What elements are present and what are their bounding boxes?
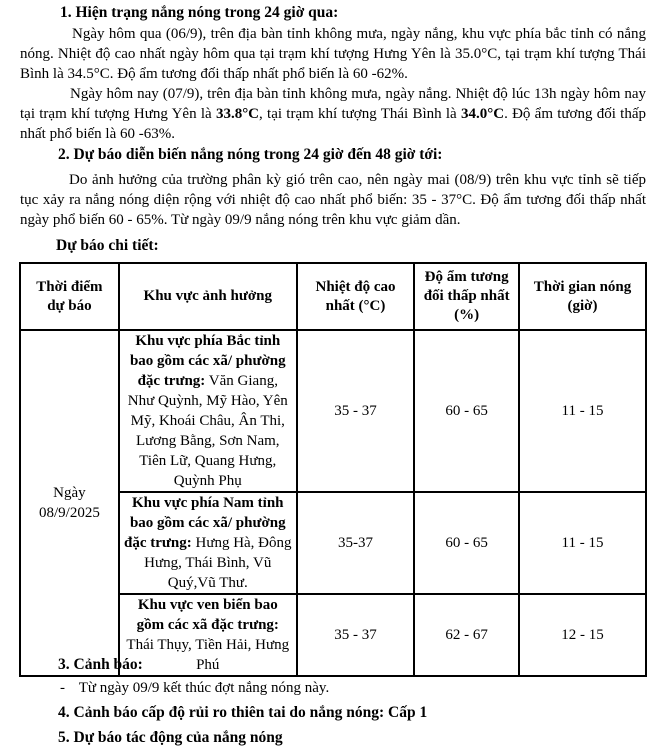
temp-cell: 35 - 37	[297, 330, 415, 492]
header-time: Thời điểm dự báo	[20, 263, 119, 330]
detail-heading: Dự báo chi tiết:	[56, 237, 159, 254]
hung-yen-temp: 33.8°C	[215, 106, 260, 122]
humidity-cell: 60 - 65	[414, 330, 519, 492]
area-list: Hưng Hà, Đông Hưng, Thái Bình, Vũ Quý,Vũ Thư.	[144, 535, 292, 591]
section1-heading: 1. Hiện trạng nắng nóng trong 24 giờ qua:	[60, 4, 339, 21]
area-title: Khu vực phía Nam tỉnh bao gồm các xã/ phường đặc trưng:	[123, 495, 286, 551]
section3-heading: 3. Cảnh báo:	[58, 656, 143, 673]
header-humidity: Độ ẩm tương đối thấp nhất (%)	[414, 263, 519, 330]
section2-heading: 2. Dự báo diễn biến nắng nóng trong 24 giờ đến 48 giờ tới:	[58, 146, 443, 163]
area-cell	[119, 492, 297, 594]
bullet-marker: -	[60, 680, 65, 696]
hours-cell: 12 - 15	[519, 594, 646, 676]
hours-cell: 11 - 15	[519, 330, 646, 492]
area-list: Văn Giang, Như Quỳnh, Mỹ Hào, Yên Mỹ, Khoái Châu, Ân Thi, Lương Bằng, Sơn Nam, Tiên Lữ, Quang Hưng, Quỳnh Phụ	[127, 373, 288, 489]
humidity-cell: 62 - 67	[414, 594, 519, 676]
table-row	[20, 330, 646, 492]
section5-heading: 5. Dự báo tác động của nắng nóng	[58, 729, 283, 746]
section1-para1: Ngày hôm qua (06/9), trên địa bàn tỉnh không mưa, ngày nắng, khu vực phía bắc tỉnh có nắng nóng. Nhiệt độ cao nhất ngày hôm qua tại trạm khí tượng Hưng Yên là 35.0°C, tại trạm khí tượng Thái Bình là 34.5°C. Độ ẩm tương đối thấp nhất phổ biến là 60 -62%.	[20, 26, 646, 82]
area-title: Khu vực phía Bắc tỉnh bao gồm các xã/ phường đặc trưng:	[129, 333, 286, 389]
humidity-cell: 60 - 65	[414, 492, 519, 594]
temp-cell: 35 - 37	[297, 594, 415, 676]
forecast-date: Ngày 08/9/2025	[20, 330, 119, 676]
temp-cell: 35-37	[297, 492, 415, 594]
para2-text-a: Ngày hôm nay (07/9), trên địa bàn tỉnh không mưa, ngày nắng. Nhiệt độ lúc 13h ngày hôm nay tại trạm khí tượng Hưng Yên là	[20, 86, 646, 122]
section3-bullet	[60, 680, 329, 697]
forecast-table	[19, 262, 647, 677]
bullet-text: Từ ngày 09/9 kết thúc đợt nắng nóng này.	[78, 680, 330, 696]
table-header-row	[20, 263, 646, 330]
header-hours: Thời gian nóng (giờ)	[519, 263, 646, 330]
section2-para: Do ảnh hưởng của trường phân kỳ gió trên cao, nên ngày mai (08/9) trên khu vực tỉnh sẽ tiếp tục xảy ra nắng nóng diện rộng với nhiệt độ cao nhất phổ biến: 35 - 37°C. Độ ẩm tương đối thấp nhất ngày phổ biến 60 - 65%. Từ ngày 09/9 nắng nóng trên khu vực giảm dần.	[20, 172, 646, 228]
area-title: Khu vực ven biển bao gồm các xã đặc trưng:	[136, 597, 279, 633]
header-temp: Nhiệt độ cao nhất (°C)	[297, 263, 415, 330]
section4-heading: 4. Cảnh báo cấp độ rủi ro thiên tai do nắng nóng: Cấp 1	[58, 704, 428, 721]
hours-cell: 11 - 15	[519, 492, 646, 594]
area-cell	[119, 594, 297, 676]
header-area: Khu vực ảnh hưởng	[119, 263, 297, 330]
area-cell	[119, 330, 297, 492]
thai-binh-temp: 34.0°C	[460, 106, 505, 122]
section1-para2	[20, 84, 646, 144]
para2-text-e: . Độ ẩm tương đối thấp nhất phổ biến là 60 -63%.	[20, 106, 646, 142]
area-list: Thái Thụy, Tiền Hải, Hưng Phú	[126, 637, 290, 673]
para2-text-c: , tại trạm khí tượng Thái Bình là	[259, 106, 461, 122]
